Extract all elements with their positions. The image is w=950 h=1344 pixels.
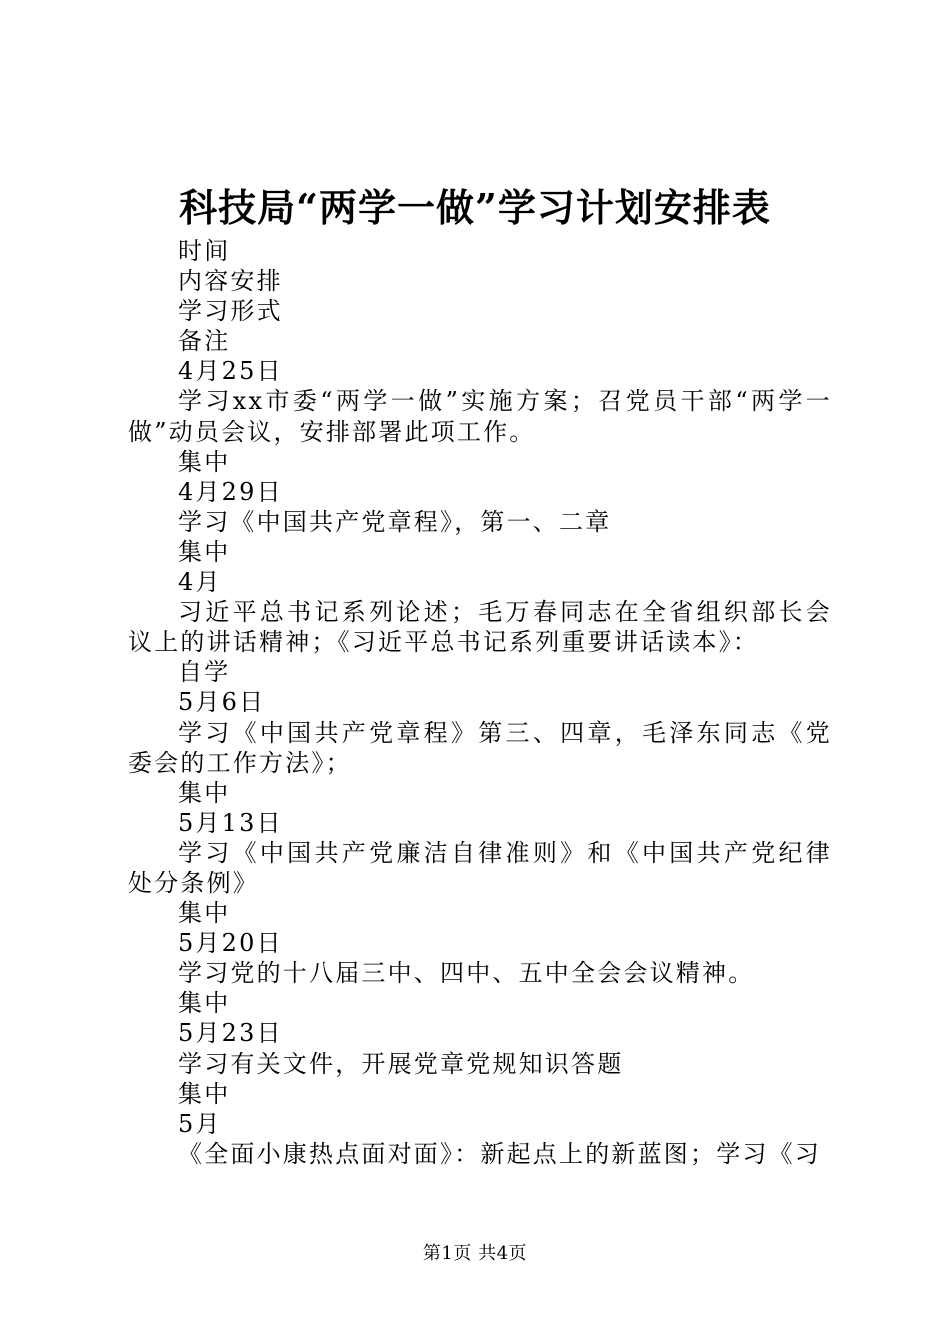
page-number: 第1页 共4页: [422, 1243, 528, 1264]
row-form: 集中: [178, 899, 231, 928]
row-content: 学习《中国共产党廉洁自律准则》和《中国共产党纪律处分条例》: [128, 838, 832, 897]
row-form: 集中: [178, 1079, 231, 1108]
header-time: 时间: [178, 237, 231, 265]
row-content: 习近平总书记系列论述；毛万春同志在全省组织部长会议上的讲话精神；《习近平总书记系列重要讲话读本》：: [128, 598, 832, 657]
row-time: 5月13日: [178, 808, 283, 837]
row-content: 学习党的十八届三中、四中、五中全会会议精神。: [178, 959, 755, 988]
row-time: 5月20日: [178, 929, 283, 958]
header-content: 内容安排: [178, 267, 283, 296]
row-form: 集中: [178, 778, 231, 807]
page-title: 科技局“两学一做”学习计划安排表: [179, 185, 771, 230]
row-time: 5月23日: [178, 1019, 283, 1048]
row-time: 5月6日: [178, 688, 266, 717]
row-time: 4月: [178, 568, 222, 597]
document-body: [128, 236, 832, 1169]
row-content: 学习有关文件，开展党章党规知识答题: [178, 1049, 624, 1078]
header-form: 学习形式: [178, 297, 283, 326]
row-time: 4月29日: [178, 477, 283, 506]
row-form: 集中: [178, 989, 231, 1018]
row-content: 学习xx市委“两学一做”实施方案；召党员干部“两学一做”动员会议，安排部署此项工作。: [128, 387, 832, 446]
row-form: 集中: [178, 447, 231, 476]
header-note: 备注: [178, 327, 231, 356]
row-content: 《全面小康热点面对面》：新起点上的新蓝图；学习《习: [178, 1139, 821, 1168]
row-time: 4月25日: [178, 357, 283, 386]
row-time: 5月: [178, 1109, 222, 1138]
row-content: 学习《中国共产党章程》，第一、二章: [178, 507, 612, 536]
row-content: 学习《中国共产党章程》第三、四章，毛泽东同志《党委会的工作方法》；: [128, 718, 832, 777]
row-form: 自学: [178, 658, 231, 687]
row-form: 集中: [178, 537, 231, 566]
